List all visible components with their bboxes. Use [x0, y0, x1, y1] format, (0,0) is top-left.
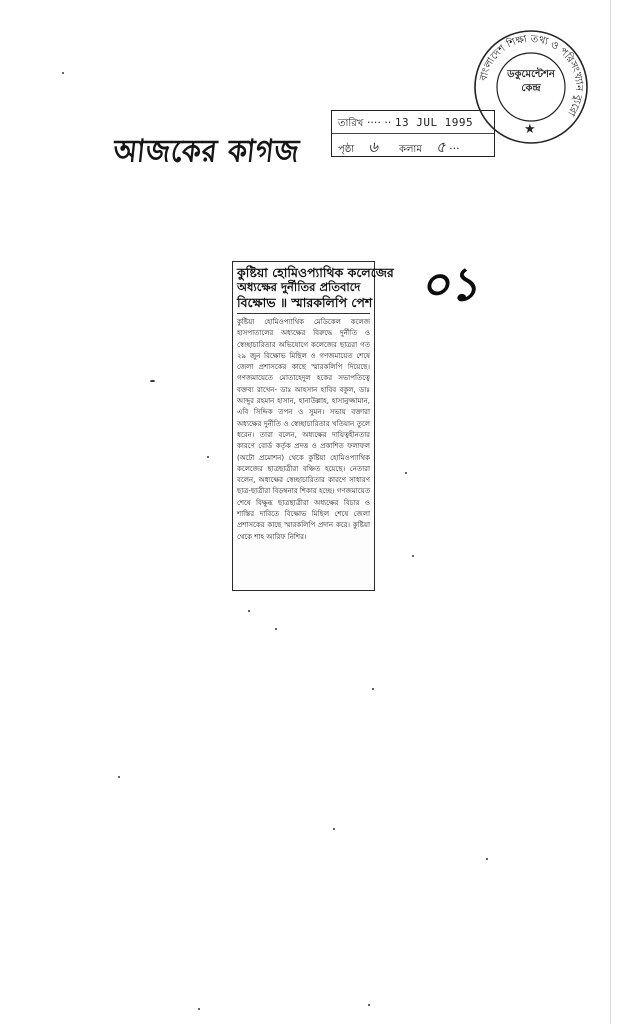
scan-speck: [150, 380, 155, 382]
page-label: পৃষ্ঠা: [338, 144, 355, 155]
column-label: কলাম: [398, 144, 422, 155]
article-headline: [237, 265, 394, 310]
date-label: তারিখ: [338, 118, 364, 129]
page-value: ৬: [368, 138, 378, 156]
headline-line1: কুষ্টিয়া হোমিওপ্যাথিক কলেজের: [237, 265, 394, 280]
date-value: 13 JUL 1995: [394, 116, 474, 129]
scan-speck: [62, 72, 64, 74]
scan-speck: [372, 688, 374, 690]
scan-speck: [412, 555, 414, 557]
handwritten-page-number: ০১: [418, 257, 487, 311]
article-body-text: কুষ্টিয়া হোমিওপ্যাথিক মেডিকেল কলেজ হাসপাতালের অধ্যক্ষের বিরুদ্ধে দুর্নীতি ও স্বেচ্ছাচারিতার অভিযোগে কলেজের ছাত্ররা গত ২৯ জুন বিক্ষোভ মিছিল ও গণজমায়েত শেষে জেলা প্রশাসকের কাছে স্মারকলিপি দিয়েছে। গণজমায়েতে মোতাহেদুল হকের সভাপতিত্বে বক্তব্য রাখেন- ডাঃ আহসান হাবিব বকুল, ডাঃ আব্দুর রহমান হাসান, হানাউল্লাহ, হাসানুজ্জামান, এবি সিদ্দিক তপন ও সুমন। সভায় বক্তারা অধ্যক্ষের দুর্নীতি ও স্বেচ্ছাচারিতার খতিয়ান তুলে ধরেন। তারা বলেন, অধ্যক্ষের দায়িত্বহীনতার কারণে বোর্ড কর্তৃক প্রদত্ত ও প্রকাশিত ফলাফল (অটো প্রমোশন) থেকে কুষ্টিয়া হোমিওপ্যাথিক কলেজের ছাত্রছাত্রীরা বঞ্চিত হয়েছে। নেতারা বলেন, অধ্যক্ষের স্বেচ্ছাচারিতার কারণে সাধারণ ছাত্র-ছাত্রীরা বিড়ম্বনার শিকার হচ্ছে। গণজমায়েত শেষে বিক্ষুব্ধ ছাত্রছাত্রীরা অধ্যক্ষের বিচার ও শাস্তির দাবিতে বিক্ষোভ মিছিল শেষে জেলা প্রশাসকের কাছে স্মারকলিপি প্রদান করে। কুষ্টিয়া থেকে শাহ আরিফ নিশির।: [237, 318, 370, 541]
stamp-center-line2: কেন্দ্র: [521, 83, 541, 94]
column-value: ৫: [435, 138, 446, 156]
scan-speck: [405, 472, 407, 474]
headline-line3: বিক্ষোভ ॥ স্মারকলিপি পেশ: [237, 295, 373, 310]
scan-speck: [368, 1004, 370, 1006]
star-icon: ★: [524, 122, 536, 137]
headline-line2: অধ্যক্ষের দুর্নীতির প্রতিবাদে: [237, 280, 361, 294]
documentation-stamp: [472, 28, 590, 146]
page-column-row: পৃষ্ঠা ৬ কলাম ৫ ···: [338, 138, 460, 156]
page-edge-line: [610, 0, 611, 1024]
scan-speck: [118, 776, 120, 778]
scan-speck: [207, 456, 209, 458]
scan-speck: [198, 1008, 200, 1010]
date-row: তারিখ ···· ·· 13 JUL 1995: [338, 116, 474, 129]
date-box-divider: [332, 133, 494, 134]
newspaper-masthead: আজকের কাগজ: [111, 133, 302, 170]
stamp-center-line1: ডকুমেন্টেশন: [507, 69, 555, 80]
article-body: [237, 317, 370, 543]
scan-speck: [333, 828, 335, 830]
stamp-center-text: [498, 68, 564, 96]
scan-speck: [248, 610, 250, 612]
newspaper-clipping: [232, 261, 394, 591]
scan-speck: [486, 858, 488, 860]
clipping-info-box: [331, 110, 495, 157]
stamp-ring-text: বাংলাদেশ শিক্ষা তথ্য ও পরিসংখ্যান ব্যুরো: [478, 33, 585, 118]
scan-speck: [275, 628, 277, 630]
headline-rule: [237, 313, 370, 314]
